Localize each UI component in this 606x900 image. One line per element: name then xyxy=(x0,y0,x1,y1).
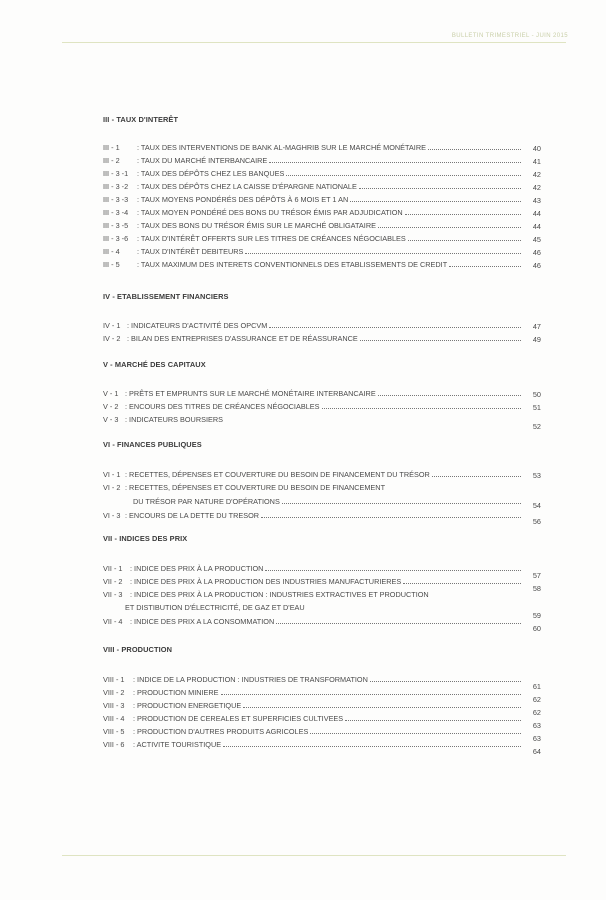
entry-page: 41 xyxy=(532,157,541,166)
entry-title: : RECETTES, DÉPENSES ET COUVERTURE DU BESOIN DE FINANCEMENT xyxy=(125,483,386,492)
leader-dots xyxy=(282,503,521,504)
entry-page: 62 xyxy=(532,708,541,717)
entry-code: III - 3 -6 xyxy=(103,234,129,243)
toc-entry[interactable] xyxy=(103,564,541,580)
leader-dots xyxy=(449,266,521,267)
leader-dots xyxy=(408,240,521,241)
entry-page: 44 xyxy=(532,209,541,218)
leader-dots xyxy=(286,175,521,176)
entry-page: 58 xyxy=(532,584,541,593)
leader-dots xyxy=(359,188,521,189)
entry-code: VII - 1 xyxy=(103,564,123,573)
section-title-vi: VI - FINANCES PUBLIQUES xyxy=(103,440,202,449)
leader-dots xyxy=(378,227,521,228)
entry-code: VII - 3 xyxy=(103,590,123,599)
entry-title: : PRODUCTION MINIERE xyxy=(133,688,219,697)
entry-page: 43 xyxy=(532,196,541,205)
toc-entry[interactable] xyxy=(103,208,541,218)
entry-page: 56 xyxy=(532,517,541,526)
toc-entry[interactable] xyxy=(103,182,541,192)
section-title-vii: VII - INDICES DES PRIX xyxy=(103,534,188,543)
entry-page: 42 xyxy=(532,170,541,179)
leader-dots xyxy=(223,746,521,747)
leader-dots xyxy=(428,149,521,150)
entry-page: 64 xyxy=(532,747,541,756)
entry-page: 51 xyxy=(532,403,541,412)
entry-code: VI - 2 xyxy=(103,483,121,492)
entry-page: 54 xyxy=(532,501,541,510)
entry-title: : TAUX DES INTERVENTIONS DE BANK AL-MAGHRIB SUR LE MARCHÉ MONÉTAIRE xyxy=(137,143,426,152)
entry-title: : TAUX MAXIMUM DES INTERETS CONVENTIONNELS DES ETABLISSEMENTS DE CREDIT xyxy=(137,260,448,269)
entry-code: VIII - 5 xyxy=(103,727,125,736)
entry-title: : TAUX DU MARCHÉ INTERBANCAIRE xyxy=(137,156,268,165)
entry-page: 63 xyxy=(532,721,541,730)
entry-title: : PRÊTS ET EMPRUNTS SUR LE MARCHÉ MONÉTAIRE INTERBANCAIRE xyxy=(125,389,376,398)
entry-code: VIII - 3 xyxy=(103,701,125,710)
leader-dots xyxy=(350,201,521,202)
entry-title: : TAUX DES BONS DU TRÉSOR ÉMIS SUR LE MARCHÉ OBLIGATAIRE xyxy=(137,221,376,230)
running-header: BULLETIN TRIMESTRIEL - JUIN 2015 xyxy=(451,33,568,39)
entry-page: 53 xyxy=(532,471,541,480)
footer-rule xyxy=(62,855,566,856)
leader-dots xyxy=(403,583,521,584)
toc-entry[interactable] xyxy=(103,415,541,431)
leader-dots xyxy=(378,395,521,396)
entry-title: : PRODUCTION DE CEREALES ET SUPERFICIES CULTIVEES xyxy=(133,714,344,723)
toc-entry[interactable] xyxy=(103,260,541,270)
entry-page: 49 xyxy=(532,335,541,344)
entry-page: 42 xyxy=(532,183,541,192)
entry-code: III - 1 xyxy=(103,143,120,152)
toc-entry[interactable] xyxy=(103,247,541,257)
toc-entry[interactable] xyxy=(103,590,541,600)
entry-page: 63 xyxy=(532,734,541,743)
entry-title: : PRODUCTION D'AUTRES PRODUITS AGRICOLES xyxy=(133,727,309,736)
leader-dots xyxy=(245,253,521,254)
leader-dots xyxy=(221,694,521,695)
toc-entry[interactable] xyxy=(103,221,541,231)
toc-entry[interactable] xyxy=(103,617,541,633)
entry-title: : TAUX D'INTÉRÊT DEBITEURS xyxy=(137,247,244,256)
toc-entry[interactable] xyxy=(103,334,541,344)
entry-title: : TAUX DES DÉPÔTS CHEZ LES BANQUES xyxy=(137,169,285,178)
leader-dots xyxy=(322,408,521,409)
leader-dots xyxy=(370,681,521,682)
entry-code: III - 3 -3 xyxy=(103,195,129,204)
toc-entry[interactable] xyxy=(103,389,541,399)
leader-dots xyxy=(269,162,521,163)
entry-title-continued: ET DISTIBUTION D'ÉLECTRICITÉ, DE GAZ ET D'EAU xyxy=(125,603,305,612)
entry-title: : ENCOURS DE LA DETTE DU TRESOR xyxy=(125,511,260,520)
entry-page: 40 xyxy=(532,144,541,153)
entry-title-continued: DU TRÉSOR PAR NATURE D'OPÉRATIONS xyxy=(133,497,280,506)
entry-title: : TAUX MOYEN PONDÉRÉ DES BONS DU TRÉSOR ÉMIS PAR ADJUDICATION xyxy=(137,208,403,217)
header-rule xyxy=(62,42,566,43)
leader-dots xyxy=(405,214,521,215)
entry-page: 62 xyxy=(532,695,541,704)
entry-page: 60 xyxy=(532,624,541,633)
section-title-v: V - MARCHÉ DES CAPITAUX xyxy=(103,360,206,369)
entry-page: 52 xyxy=(532,422,541,431)
entry-page: 45 xyxy=(532,235,541,244)
toc-entry[interactable] xyxy=(103,727,541,743)
toc-entry-continuation[interactable] xyxy=(103,603,541,620)
leader-dots xyxy=(276,623,521,624)
toc-entry[interactable] xyxy=(103,321,541,331)
toc-entry[interactable] xyxy=(103,483,541,493)
toc-entry[interactable] xyxy=(103,688,541,704)
leader-dots xyxy=(432,476,521,477)
entry-page: 47 xyxy=(532,322,541,331)
section-title-viii: VIII - PRODUCTION xyxy=(103,645,173,654)
entry-code: VII - 2 xyxy=(103,577,123,586)
entry-code: IV - 1 xyxy=(103,321,121,330)
leader-dots xyxy=(269,327,521,328)
entry-page: 46 xyxy=(532,248,541,257)
leader-dots xyxy=(310,733,521,734)
leader-dots xyxy=(345,720,521,721)
entry-code: VII - 4 xyxy=(103,617,123,626)
toc-entry[interactable] xyxy=(103,156,541,166)
entry-title: : TAUX MOYENS PONDÉRÉS DES DÉPÔTS À 6 MOIS ET 1 AN xyxy=(137,195,349,204)
entry-page: 59 xyxy=(532,611,541,620)
entry-code: VIII - 1 xyxy=(103,675,125,684)
entry-code: III - 2 xyxy=(103,156,120,165)
toc-entry[interactable] xyxy=(103,701,541,717)
toc-entry[interactable] xyxy=(103,234,541,244)
toc-entry[interactable] xyxy=(103,675,541,691)
entry-page: 46 xyxy=(532,261,541,270)
toc-entry[interactable] xyxy=(103,511,541,526)
entry-code: III - 3 -1 xyxy=(103,169,129,178)
entry-code: III - 3 -5 xyxy=(103,221,129,230)
entry-page: 57 xyxy=(532,571,541,580)
entry-code: V - 1 xyxy=(103,389,119,398)
toc-entry[interactable] xyxy=(103,169,541,179)
entry-page: 61 xyxy=(532,682,541,691)
leader-dots xyxy=(261,517,521,518)
entry-title: : INDICE DES PRIX À LA PRODUCTION xyxy=(130,564,264,573)
entry-code: III - 4 xyxy=(103,247,120,256)
toc-entry[interactable] xyxy=(103,740,541,756)
entry-code: VIII - 2 xyxy=(103,688,125,697)
entry-code: VI - 3 xyxy=(103,511,121,520)
toc-entry[interactable] xyxy=(103,470,541,480)
toc-entry[interactable] xyxy=(103,143,541,153)
toc-entry[interactable] xyxy=(103,577,541,593)
leader-dots xyxy=(265,570,521,571)
entry-code: III - 5 xyxy=(103,260,120,269)
entry-code: III - 3 -4 xyxy=(103,208,129,217)
entry-page: 50 xyxy=(532,390,541,399)
entry-title: : TAUX DES DÉPÔTS CHEZ LA CAISSE D'ÉPARGNE NATIONALE xyxy=(137,182,357,191)
toc-entry[interactable] xyxy=(103,195,541,205)
entry-title: : INDICATEURS BOURSIERS xyxy=(125,415,223,424)
entry-title: : INDICE DES PRIX À LA PRODUCTION DES INDUSTRIES MANUFACTURIERES xyxy=(130,577,402,586)
entry-title: : BILAN DES ENTREPRISES D'ASSURANCE ET DE RÉASSURANCE xyxy=(127,334,358,343)
entry-code: VI - 1 xyxy=(103,470,121,479)
entry-title: : INDICE DES PRIX A LA CONSOMMATION xyxy=(130,617,275,626)
entry-title: : INDICE DE LA PRODUCTION : INDUSTRIES DE TRANSFORMATION xyxy=(133,675,368,684)
entry-title: : ACTIVITE TOURISTIQUE xyxy=(133,740,222,749)
toc-entry-continuation[interactable] xyxy=(103,497,541,510)
entry-code: VIII - 4 xyxy=(103,714,125,723)
entry-title: : PRODUCTION ENERGETIQUE xyxy=(133,701,242,710)
entry-code: V - 2 xyxy=(103,402,119,411)
entry-title: : ENCOURS DES TITRES DE CRÉANCES NÉGOCIABLES xyxy=(125,402,320,411)
leader-dots xyxy=(360,340,521,341)
entry-title: : TAUX D'INTÉRÊT OFFERTS SUR LES TITRES DE CRÉANCES NÉGOCIABLES xyxy=(137,234,406,243)
section-title-iv: IV - ETABLISSEMENT FINANCIERS xyxy=(103,292,229,301)
entry-title: : INDICATEURS D'ACTIVITÉ DES OPCVM xyxy=(127,321,268,330)
entry-title: : RECETTES, DÉPENSES ET COUVERTURE DU BESOIN DE FINANCEMENT DU TRÉSOR xyxy=(125,470,430,479)
toc-entry[interactable] xyxy=(103,402,541,412)
entry-code: III - 3 -2 xyxy=(103,182,129,191)
toc-entry[interactable] xyxy=(103,714,541,730)
entry-title: : INDICE DES PRIX À LA PRODUCTION : INDUSTRIES EXTRACTIVES ET PRODUCTION xyxy=(130,590,429,599)
entry-code: VIII - 6 xyxy=(103,740,125,749)
entry-page: 44 xyxy=(532,222,541,231)
entry-code: IV - 2 xyxy=(103,334,121,343)
entry-code: V - 3 xyxy=(103,415,119,424)
leader-dots xyxy=(243,707,521,708)
section-title-iii: III - TAUX D'INTERÊT xyxy=(103,115,179,124)
